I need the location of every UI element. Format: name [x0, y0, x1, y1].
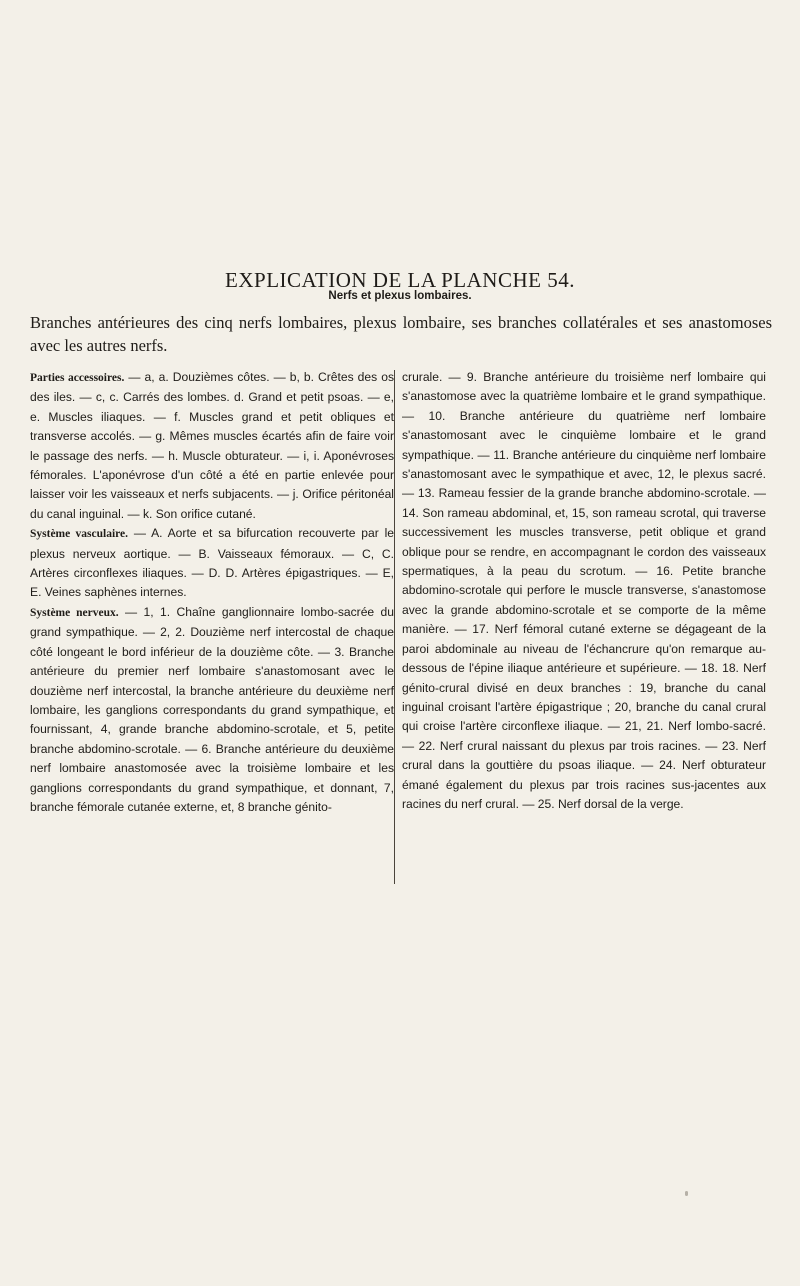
plate-title: EXPLICATION DE LA PLANCHE 54. — [225, 268, 575, 293]
systeme-nerveux-text: — 1, 1. Chaîne ganglionnaire lombo-sacrée du grand sympathique. — 2, 2. Douzième nerf intercostal de chaque côté longeant le bord inférieur de la douzième côte. — 3. Branche antérieure du premier nerf lombaire s'anastomosant avec le douzième nerf intercostal, la branche antérieure du deuxième nerf lombaire, les ganglions correspondants du grand sympathique, et fournissant, 4, grande branche abdomino-scrotale, et 5, petite branche abdomino-scrotale. — 6. Branche antérieure du deuxième nerf lombaire anastomosée avec la troisième lombaire et les ganglions correspondants du grand sympathique, et donnant, 7, branche fémorale cutanée externe, et, 8 branche génito- — [30, 604, 395, 814]
parties-accessoires-paragraph — [30, 368, 394, 524]
parties-accessoires-text: — a, a. Douzièmes côtes. — b, b. Crêtes des os des iles. — c, c. Carrés des lombes. d. Grand et petit psoas. — e, e. Muscles iliaques. — f. Muscles grand et petit obliques et transverse accolés. — g. Mêmes muscles écartés afin de faire voir le passage des nerfs. — h. Muscle obturateur. — i, i. Aponévroses fémorales. L'aponévrose d'un côté a été en partie enlevée pour laisser voir les vaisseaux et nerfs subjacents. — j. Orifice péritonéal du canal inguinal. — k. Son orifice cutané. — [30, 370, 394, 521]
right-column — [402, 368, 766, 814]
right-column-text: crurale. — 9. Branche antérieure du troisième nerf lombaire qui s'anastomose avec la quatrième lombaire et le grand sympathique. — 10. Branche antérieure du quatrième nerf lombaire s'anastomosant avec le cinquième lombaire et le grand sympathique. — 11. Branche antérieure du cinquième nerf lombaire s'anastomosant avec le sympathique et avec, 12, le plexus sacré. — 13. Rameau fessier de la grande branche abdomino-scrotale. — 14. Son rameau abdominal, et, 15, son rameau scrotal, qui traverse successivement les muscles transverse, petit oblique et grand oblique pour se rendre, en accompagnant le cordon des vaisseaux spermatiques, à la peau du scrotum. — 16. Petite branche abdomino-scrotale qui perfore le muscle transverse, s'anastomose avec la grande abdomino-scrotale et se comporte de la même manière. — 17. Nerf fémoral cutané externe se dégageant de la paroi abdominale au niveau de l'échancrure qu'on remarque au-dessous de l'épine iliaque antérieure et supérieure. — 18. 18. Nerf génito-crural divisé en deux branches : 19, branche du canal inguinal croisant l'artère épigastrique ; 20, branche du canal crural qui croise l'artère circonflexe iliaque. — 21, 21. Nerf lombo-sacré. — 22. Nerf crural naissant du plexus par trois racines. — 23. Nerf crural dans la gouttière du psoas iliaque. — 24. Nerf obturateur émané également du plexus par trois racines sus-jacentes aux racines du nerf crural. — 25. Nerf dorsal de la verge. — [402, 370, 766, 811]
column-divider — [394, 370, 395, 884]
systeme-vasculaire-paragraph — [30, 524, 394, 603]
systeme-nerveux-paragraph — [30, 603, 394, 817]
systeme-vasculaire-heading: Système vasculaire. — [30, 528, 129, 541]
ink-speck — [685, 1191, 688, 1196]
left-column — [30, 368, 394, 817]
systeme-nerveux-heading: Système nerveux. — [30, 606, 119, 619]
parties-accessoires-heading: Parties accessoires. — [30, 372, 125, 384]
systeme-vasculaire-text: — A. Aorte et sa bifurcation recouverte par le plexus nerveux aortique. — B. Vaisseaux fémoraux. — C, C. Artères circonflexes iliaques. — D. D. Artères épigastriques. — E, E. Veines saphènes internes. — [30, 526, 394, 600]
plate-subtitle: Nerfs et plexus lombaires. — [328, 290, 472, 302]
intro-paragraph: Branches antérieures des cinq nerfs lombaires, plexus lombaire, ses branches collatérales et ses anastomoses avec les autres nerfs. — [30, 313, 772, 355]
